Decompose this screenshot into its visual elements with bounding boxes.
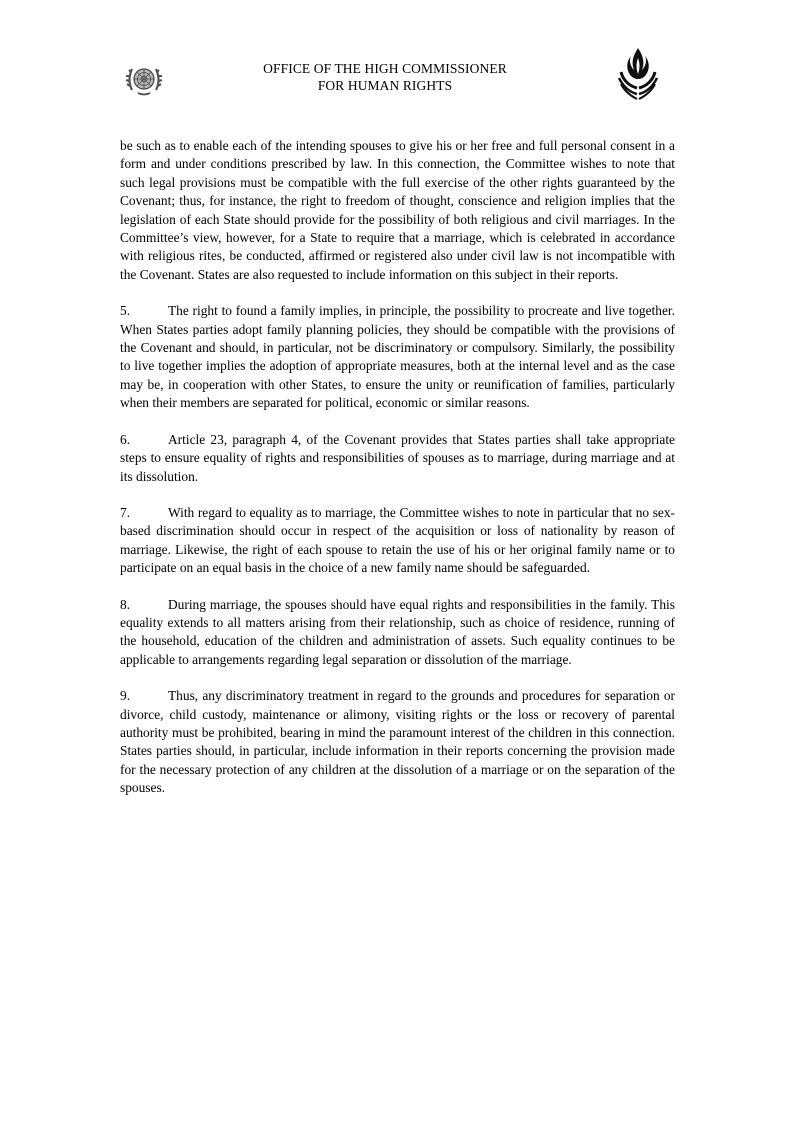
paragraph-text: The right to found a family implies, in principle, the possibility to procreate and live together. When States parties adopt family planning policies, they should be compatible with the provisions of the Covenant and should, in particular, not be discriminatory or compulsory. Similarly, the possibility to live together implies the adoption of appropriate measures, both at the internal level and as the case may be, in cooperation with other States, to ensure the unity or reunification of families, particularly when their members are separated for political, economic or similar reasons. bbox=[120, 303, 675, 411]
paragraph-number: 5. bbox=[120, 303, 131, 319]
paragraph-number: 9. bbox=[120, 688, 131, 704]
document-body bbox=[120, 137, 675, 816]
office-title bbox=[200, 60, 570, 94]
paragraph-7 bbox=[120, 504, 675, 578]
paragraph-continuation bbox=[120, 137, 675, 284]
paragraph-text: Article 23, paragraph 4, of the Covenant provides that States parties shall take appropriate steps to ensure equality of rights and responsibilities of spouses as to marriage, during marriage and at its dissolution. bbox=[120, 431, 675, 484]
ohchr-emblem-logo bbox=[615, 46, 661, 102]
page-header bbox=[0, 0, 794, 110]
office-title-line1: OFFICE OF THE HIGH COMMISSIONER bbox=[263, 61, 507, 76]
office-title-line2: FOR HUMAN RIGHTS bbox=[317, 78, 453, 93]
paragraph-number: 6. bbox=[120, 431, 131, 447]
paragraph-6 bbox=[120, 431, 675, 486]
paragraph-number: 7. bbox=[120, 504, 131, 520]
paragraph-text: be such as to enable each of the intending spouses to give his or her free and full personal consent in a form and under conditions prescribed by law. In this connection, the Committee wishes to note that such legal provisions must be compatible with the full exercise of the other rights guaranteed by the Covenant; thus, for instance, the right to freedom of thought, conscience and religion implies that the legislation of each State should provide for the possibility of both religious and civil marriages. In the Committee’s view, however, for a State to require that a marriage, which is celebrated in accordance with religious rites, be conducted, affirmed or registered also under civil law is not incompatible with the Covenant. States are also requested to include information on this subject in their reports. bbox=[120, 138, 675, 282]
paragraph-number: 8. bbox=[120, 596, 131, 612]
paragraph-text: During marriage, the spouses should have equal rights and responsibilities in the family. This equality extends to all matters arising from their relationship, such as choice of residence, running of the household, education of the children and administration of assets. Such equality continues to be applicable to arrangements regarding legal separation or dissolution of the marriage. bbox=[120, 596, 675, 667]
un-emblem-logo bbox=[124, 60, 164, 100]
paragraph-text: With regard to equality as to marriage, the Committee wishes to note in particular that no sex-based discrimination should occur in respect of the acquisition or loss of nationality by reason of marriage. Likewise, the right of each spouse to retain the use of his or her original family name or to participate on an equal basis in the choice of a new family name should be safeguarded. bbox=[120, 504, 675, 576]
paragraph-text: Thus, any discriminatory treatment in regard to the grounds and procedures for separation or divorce, child custody, maintenance or alimony, visiting rights or the loss or recovery of parental authority must be prohibited, bearing in mind the paramount interest of the children in this connection. States parties should, in particular, include information in their reports concerning the provision made for the necessary protection of any children at the dissolution of a marriage or on the separation of the spouses. bbox=[120, 688, 675, 796]
paragraph-5 bbox=[120, 302, 675, 412]
paragraph-8 bbox=[120, 596, 675, 670]
paragraph-9 bbox=[120, 687, 675, 797]
